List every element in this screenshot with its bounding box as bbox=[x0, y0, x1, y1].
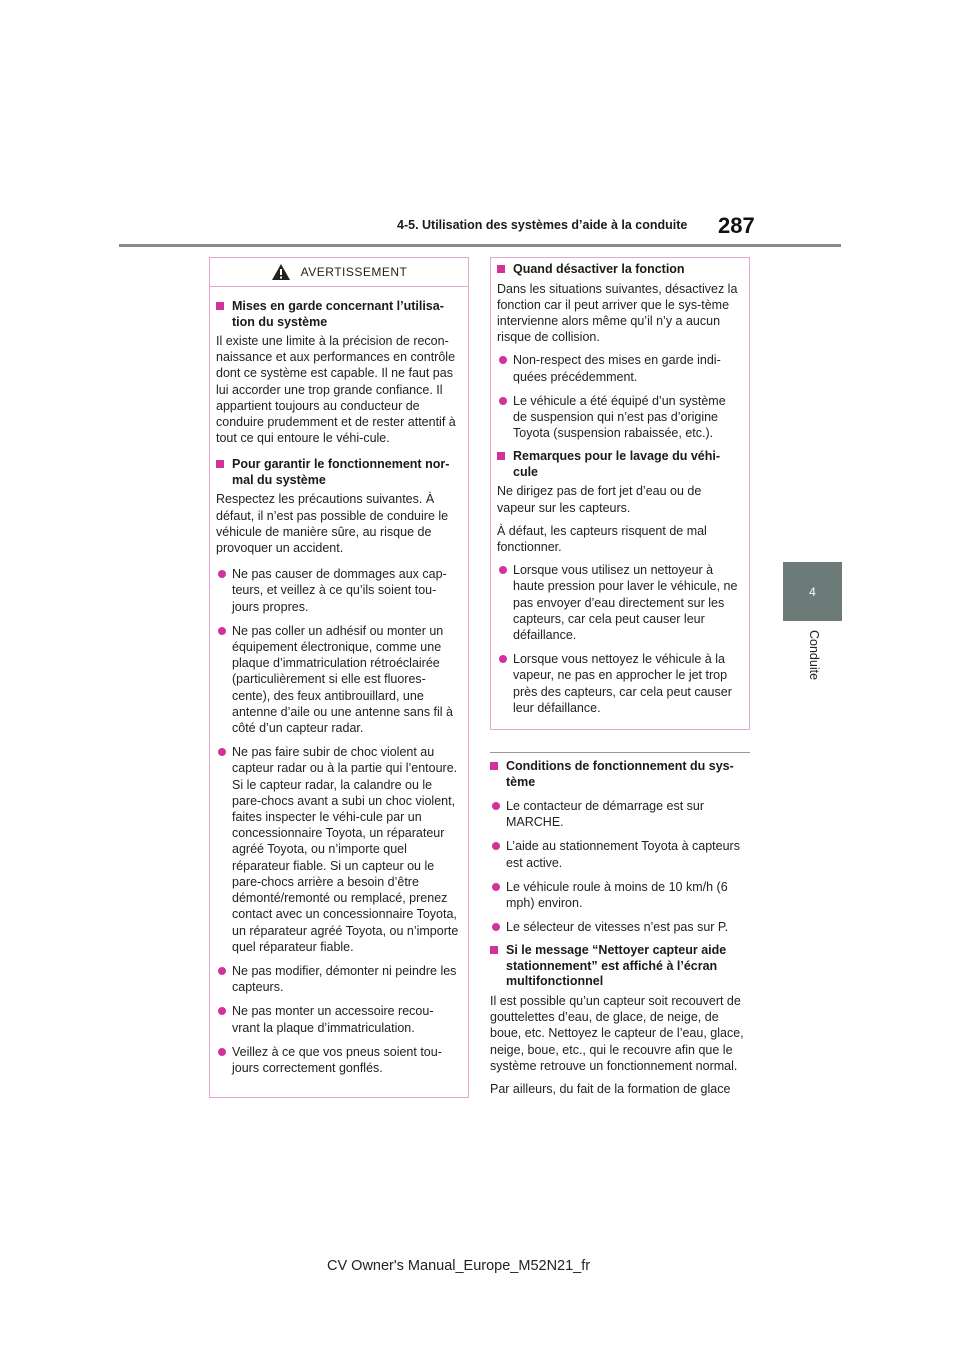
section-heading bbox=[490, 943, 750, 990]
section-title: Pour garantir le fonctionnement nor-mal du système bbox=[232, 457, 450, 487]
warning-triangle-icon bbox=[271, 263, 291, 281]
round-bullet-icon bbox=[218, 748, 226, 756]
section-title: Remarques pour le lavage du véhi-cule bbox=[513, 449, 721, 479]
list-item: Le contacteur de démarrage est sur MARCHE. bbox=[490, 798, 750, 830]
section-divider bbox=[490, 752, 750, 753]
section-heading bbox=[216, 299, 460, 330]
round-bullet-icon bbox=[218, 1007, 226, 1015]
list-item: Ne pas causer de dommages aux cap-teurs, et veillez à ce qu’ils soient tou-jours propres. bbox=[216, 566, 460, 615]
paragraph: Respectez les précautions suivantes. À défaut, il n’est pas possible de conduire le véhicule de manière sûre, au risque de provoquer un accident. bbox=[216, 492, 449, 556]
list-item: Lorsque vous nettoyez le véhicule à la vapeur, ne pas en approcher le jet trop près des capteurs, car cela peut causer leur défaillance. bbox=[497, 651, 741, 716]
right-column bbox=[490, 752, 750, 1104]
paragraph: Dans les situations suivantes, désactivez la fonction car il peut arriver que le sys-tème intervienne alors même qu’il n’y a aucun risque de collision. bbox=[497, 281, 738, 345]
square-bullet-icon bbox=[497, 265, 505, 273]
list-item: Le sélecteur de vitesses n’est pas sur P. bbox=[490, 919, 750, 935]
warning-box bbox=[209, 257, 469, 1098]
page-number: 287 bbox=[718, 213, 755, 238]
round-bullet-icon bbox=[492, 842, 500, 850]
list-item: Le véhicule roule à moins de 10 km/h (6 mph) environ. bbox=[490, 879, 750, 911]
list-item: Ne pas modifier, démonter ni peindre les capteurs. bbox=[216, 963, 460, 995]
list-item: Ne pas coller un adhésif ou monter un équipement électronique, comme une plaque d’immatriculation rétroéclairée (particulièrement si elle est fluores-cente), des feux antibrouillard, une antenne d’aile ou une antenne sans fil à côté d’un capteur radar. bbox=[216, 623, 460, 736]
round-bullet-icon bbox=[492, 802, 500, 810]
paragraph: Il existe une limite à la précision de recon-naissance et aux performances en contrôle dont ce système est capable. Il ne faut pas lui accorder une trop grande confiance. Il appartient toujours au conducteur de conduire prudemment et de rester attentif à tout ce qui entoure le véhi-cule. bbox=[216, 334, 456, 446]
list-item: Ne pas monter un accessoire recou-vrant la plaque d’immatriculation. bbox=[216, 1003, 460, 1035]
round-bullet-icon bbox=[499, 566, 507, 574]
header-rule bbox=[119, 244, 841, 247]
section-title: Quand désactiver la fonction bbox=[513, 262, 685, 276]
section-heading bbox=[497, 449, 741, 480]
paragraph: Par ailleurs, du fait de la formation de glace bbox=[490, 1081, 731, 1096]
round-bullet-icon bbox=[492, 883, 500, 891]
round-bullet-icon bbox=[218, 967, 226, 975]
footer-text: CV Owner's Manual_Europe_M52N21_fr bbox=[327, 1258, 591, 1274]
chapter-number: 4 bbox=[809, 584, 816, 599]
section-title: Si le message “Nettoyer capteur aide stationnement” est affiché à l’écran multifonctionnel bbox=[506, 943, 727, 989]
section-heading bbox=[216, 457, 460, 488]
list-item: Non-respect des mises en garde indi-quées précédemment. bbox=[497, 352, 741, 384]
list-item: Lorsque vous utilisez un nettoyeur à haute pression pour laver le véhicule, ne pas envoyer d’eau directement sur les capteurs, car cela peut causer leur défaillance. bbox=[497, 562, 741, 643]
list-item: Veillez à ce que vos pneus soient tou-jours correctement gonflés. bbox=[216, 1044, 460, 1076]
round-bullet-icon bbox=[499, 397, 507, 405]
round-bullet-icon bbox=[499, 356, 507, 364]
section-header: 4-5. Utilisation des systèmes d’aide à la conduite bbox=[397, 218, 688, 232]
section-heading bbox=[490, 759, 750, 790]
list-item: Ne pas faire subir de choc violent au capteur radar ou à la partie qui l’entoure. Si le capteur radar, la calandre ou le pare-chocs avant a subi un choc violent, faites inspecter le véhi-cule par un concessionnaire Toyota, un réparateur agréé Toyota, ou n’importe quel réparateur fiable. Si un capteur ou le pare-chocs arrière a besoin d’être démonté/remonté ou remplacé, prenez contact avec un concessionnaire Toyota, un réparateur agréé Toyota, ou n’importe quel réparateur fiable. bbox=[216, 744, 460, 955]
square-bullet-icon bbox=[216, 460, 224, 468]
section-title: Mises en garde concernant l’utilisa-tion du système bbox=[232, 299, 444, 329]
square-bullet-icon bbox=[216, 302, 224, 310]
round-bullet-icon bbox=[492, 923, 500, 931]
paragraph: Ne dirigez pas de fort jet d’eau ou de vapeur sur les capteurs. bbox=[497, 484, 702, 515]
paragraph: À défaut, les capteurs risquent de mal fonctionner. bbox=[497, 523, 707, 554]
warning-heading bbox=[210, 258, 468, 287]
chapter-tab[interactable] bbox=[783, 562, 842, 621]
section-heading bbox=[497, 262, 741, 278]
section-title: Conditions de fonctionnement du sys-tème bbox=[506, 759, 734, 789]
chapter-label: Conduite bbox=[807, 630, 821, 681]
square-bullet-icon bbox=[490, 946, 498, 954]
square-bullet-icon bbox=[497, 452, 505, 460]
paragraph: Il est possible qu’un capteur soit recouvert de gouttelettes d’eau, de glace, de neige, de boue, etc. Nettoyez le capteur de l’eau, glace, neige, boue, etc., qui le recouvre afin que le système retrouve un fonctionnement normal. bbox=[490, 993, 744, 1073]
notice-box bbox=[490, 257, 750, 730]
round-bullet-icon bbox=[218, 1048, 226, 1056]
list-item: L’aide au stationnement Toyota à capteurs est active. bbox=[490, 838, 750, 870]
square-bullet-icon bbox=[490, 762, 498, 770]
round-bullet-icon bbox=[218, 570, 226, 578]
warning-heading-text: AVERTISSEMENT bbox=[300, 265, 408, 279]
list-item: Le véhicule a été équipé d’un système de suspension qui n’est pas d’origine Toyota (suspension rabaissée, etc.). bbox=[497, 393, 741, 442]
round-bullet-icon bbox=[499, 655, 507, 663]
round-bullet-icon bbox=[218, 627, 226, 635]
